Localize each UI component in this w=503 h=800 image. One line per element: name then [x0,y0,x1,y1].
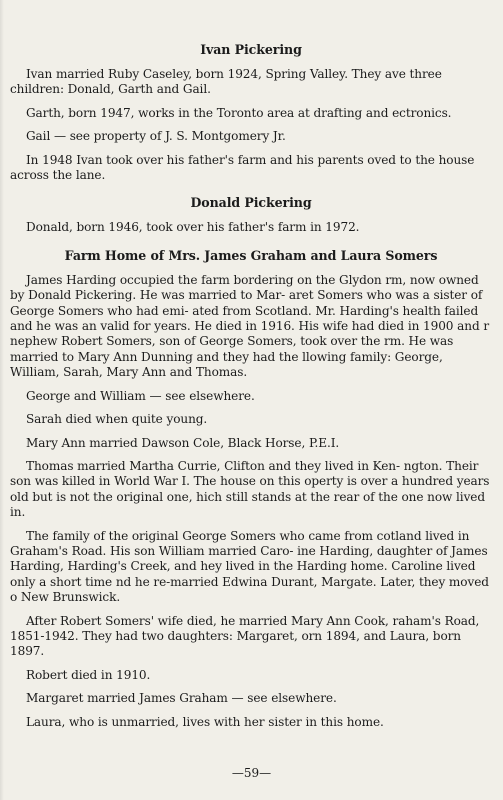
section-ivan-pickering [10,42,492,183]
paragraph: James Harding occupied the farm bordering on the Glydon rm, now owned by Donald Pickering. He was married to Mar- aret Somers who was a sister of George Somers who had emi- ated from Scotland. Mr. Harding's health failed and he was an valid for years. He died in 1916. His wife had died in 1900 and r nephew Robert Somers, son of George Somers, took over the rm. He was married to Mary Ann Dunning and they had the llowing family: George, William, Sarah, Mary Ann and Thomas. [10,272,490,380]
paragraph: George and William — see elsewhere. [26,388,255,403]
paragraph: Robert died in 1910. [26,667,151,682]
page-number: —59— [231,766,272,780]
paragraph: Mary Ann married Dawson Cole, Black Horse, P.E.I. [26,435,340,450]
paragraph: In 1948 Ivan took over his father's farm and his parents oved to the house across the lane. [10,152,475,183]
paragraph: Gail — see property of J. S. Montgomery Jr. [26,129,286,144]
paragraph: Laura, who is unmarried, lives with her sister in this home. [26,714,384,729]
paragraph: Margaret married James Graham — see elsewhere. [26,691,337,706]
section-donald-pickering [10,195,492,235]
paragraph: Donald, born 1946, took over his father's farm in 1972. [26,220,360,235]
paragraph: Sarah died when quite young. [26,412,208,427]
paragraph: Thomas married Martha Currie, Clifton and they lived in Ken- ngton. Their son was killed in World War I. The house on this operty is over a hundred years old but is not the original one, hich still stands at the rear of the one now lived in. [10,458,490,520]
paragraph: Garth, born 1947, works in the Toronto area at drafting and ectronics. [26,105,452,120]
paragraph: After Robert Somers' wife died, he married Mary Ann Cook, raham's Road, 1851-1942. They had two daughters: Margaret, orn 1894, and Laura, born 1897. [10,613,480,659]
section-heading: Farm Home of Mrs. James Graham and Laura Somers [64,247,438,263]
section-heading: Ivan Pickering [200,42,302,57]
paragraph: Ivan married Ruby Caseley, born 1924, Spring Valley. They ave three children: Donald, Garth and Gail. [10,67,442,97]
section-farm-home-graham-somers [10,248,492,730]
page-edge-shadow [0,0,4,800]
section-heading: Donald Pickering [190,195,312,211]
paragraph: The family of the original George Somers who came from cotland lived in Graham's Road. His son William married Caro- ine Harding, daughter of James Harding, Harding's Creek, and hey lived in the Harding home. Caroline lived only a short time nd he re-married Edwina Durant, Margate. Later, they moved o New Brunswick. [10,528,489,605]
page-body [10,42,492,738]
